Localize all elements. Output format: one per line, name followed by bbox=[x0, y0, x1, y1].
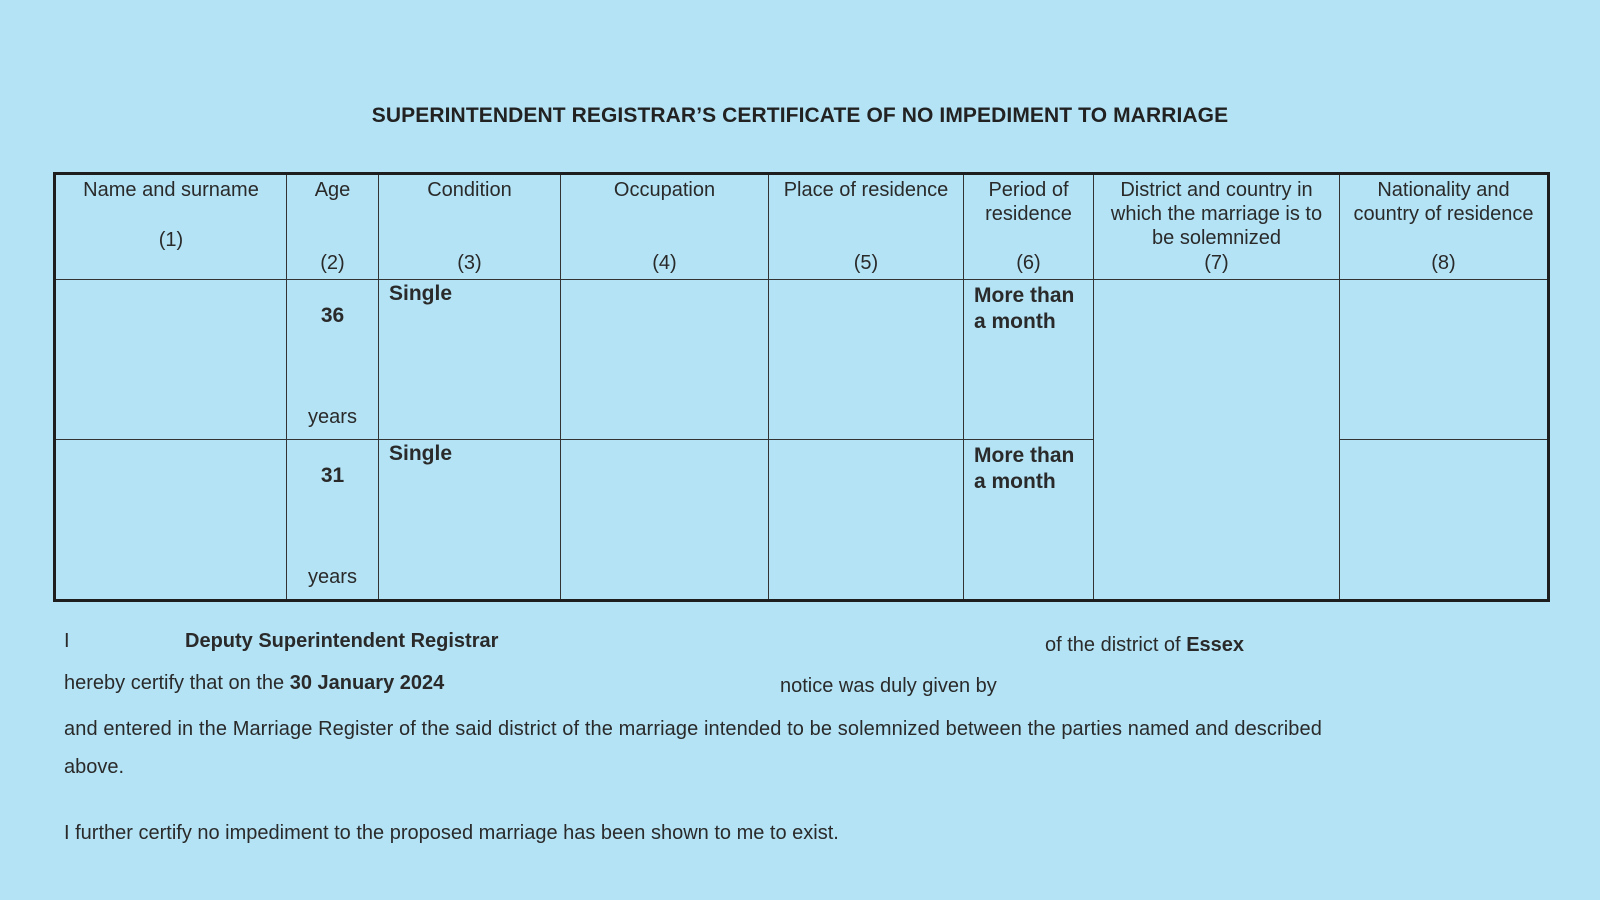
above-line: above. bbox=[64, 756, 125, 778]
entered-line: and entered in the Marriage Register of the said district of the marriage intended to be solemnized between the parties named and described bbox=[64, 718, 1322, 740]
column-label: Place of residence bbox=[783, 179, 949, 201]
cell-name bbox=[55, 440, 287, 601]
period-value: More than a month bbox=[974, 284, 1075, 333]
cell-district bbox=[1094, 280, 1340, 601]
column-number: (6) bbox=[1016, 252, 1041, 274]
cell-period-of-residence bbox=[964, 440, 1094, 601]
column-label: District and country in which the marriage is to be solemnized bbox=[1110, 179, 1323, 249]
cell-occupation bbox=[561, 440, 769, 601]
cell-period-of-residence bbox=[964, 280, 1094, 440]
column-header-period-of-residence bbox=[964, 174, 1094, 280]
cell-age bbox=[287, 440, 379, 601]
period-value: More than a month bbox=[974, 444, 1075, 493]
column-number: (8) bbox=[1431, 252, 1456, 274]
column-header-district bbox=[1094, 174, 1340, 280]
column-number: (3) bbox=[457, 252, 482, 274]
cell-condition bbox=[379, 280, 561, 440]
column-label: Age bbox=[314, 179, 351, 201]
table-row bbox=[55, 280, 1549, 440]
column-number: (1) bbox=[158, 229, 184, 251]
column-header-age bbox=[287, 174, 379, 280]
cell-place-of-residence bbox=[769, 280, 964, 440]
column-label: Nationality and country of residence bbox=[1353, 179, 1534, 225]
district-line bbox=[1045, 634, 1244, 657]
condition-value: Single bbox=[389, 282, 453, 305]
column-header-place-of-residence bbox=[769, 174, 964, 280]
certify-prefix: hereby certify that on the bbox=[64, 672, 285, 694]
column-label: Condition bbox=[427, 179, 512, 201]
column-number: (7) bbox=[1204, 252, 1229, 274]
column-header-nationality bbox=[1340, 174, 1549, 280]
registrar-title: Deputy Superintendent Registrar bbox=[185, 630, 499, 652]
certificate-table bbox=[53, 172, 1550, 602]
column-number: (2) bbox=[320, 252, 345, 274]
age-value: 31 bbox=[320, 464, 345, 487]
district-prefix: of the district of bbox=[1045, 634, 1181, 656]
column-header-condition bbox=[379, 174, 561, 280]
condition-value: Single bbox=[389, 442, 453, 465]
age-unit: years bbox=[308, 566, 357, 588]
notice-date: 30 January 2024 bbox=[289, 672, 445, 694]
cell-age bbox=[287, 280, 379, 440]
certify-pronoun: I bbox=[64, 630, 70, 652]
age-unit: years bbox=[308, 406, 357, 428]
column-header-occupation bbox=[561, 174, 769, 280]
cell-occupation bbox=[561, 280, 769, 440]
certify-date-line bbox=[64, 672, 444, 695]
age-value: 36 bbox=[320, 304, 345, 327]
column-number: (4) bbox=[652, 252, 677, 274]
cell-condition bbox=[379, 440, 561, 601]
column-label: Name and surname bbox=[83, 179, 259, 201]
table-header-row bbox=[55, 174, 1549, 280]
certificate-title: SUPERINTENDENT REGISTRAR’S CERTIFICATE OF NO IMPEDIMENT TO MARRIAGE bbox=[371, 104, 1229, 127]
district-name: Essex bbox=[1186, 634, 1245, 656]
notice-text: notice was duly given by bbox=[780, 675, 997, 697]
further-certify-line: I further certify no impediment to the proposed marriage has been shown to me to exist. bbox=[64, 822, 839, 844]
cell-nationality bbox=[1340, 280, 1549, 440]
cell-place-of-residence bbox=[769, 440, 964, 601]
column-label: Period of residence bbox=[985, 179, 1072, 225]
column-header-name bbox=[55, 174, 287, 280]
cell-name bbox=[55, 280, 287, 440]
column-label: Occupation bbox=[613, 179, 716, 201]
cell-nationality bbox=[1340, 440, 1549, 601]
column-number: (5) bbox=[853, 252, 879, 274]
